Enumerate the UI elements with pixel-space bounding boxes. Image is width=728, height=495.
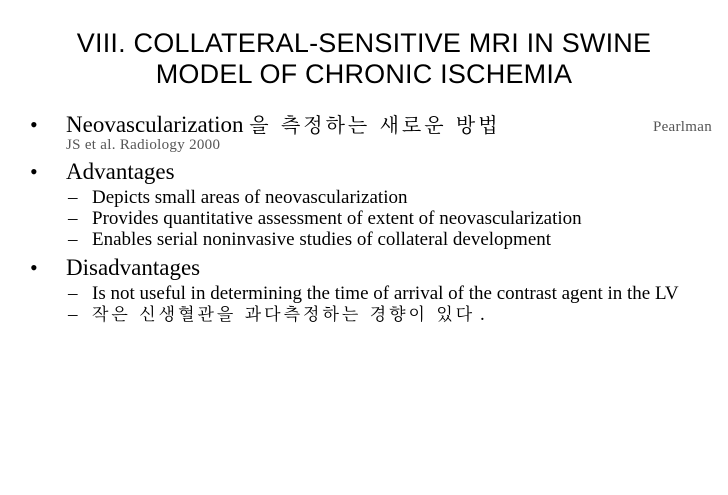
title-line-1: VIII. COLLATERAL-SENSITIVE MRI IN SWINE <box>76 28 652 58</box>
dash-glyph: – <box>68 208 78 229</box>
citation-author: Pearlman <box>652 119 712 135</box>
bullet-dot: • <box>30 255 38 280</box>
subitem-disadvantage-2 <box>30 304 700 326</box>
subitem-suffix: . <box>475 304 485 325</box>
subitem-text-ko: 작은 신생혈관을 과다측정하는 경향이 있다 <box>92 305 476 325</box>
dash-glyph: – <box>68 283 78 304</box>
citation-source: JS et al. Radiology 2000 <box>66 137 221 153</box>
bullet-text-ko: 을 측정하는 새로운 방법 <box>249 113 501 137</box>
dash-glyph: – <box>68 187 78 208</box>
bullet-neovascularization <box>30 112 712 154</box>
bullet-text: Disadvantages <box>66 255 201 280</box>
subitem-text: Provides quantitative assessment of extent of neovascularization <box>92 208 582 229</box>
bullet-dot: • <box>30 159 38 184</box>
bullet-text: Advantages <box>66 159 175 184</box>
bullet-dot: • <box>30 112 38 137</box>
subitem-text: Is not useful in determining the time of arrival of the contrast agent in the LV <box>92 283 679 304</box>
title-line-2: MODEL OF CHRONIC ISCHEMIA <box>155 59 573 89</box>
dash-glyph: – <box>68 229 78 250</box>
subitem-disadvantage-1 <box>30 283 700 304</box>
bullet-disadvantages <box>30 255 700 280</box>
subitem-advantage-2 <box>30 208 700 229</box>
bullet-advantages <box>30 159 700 184</box>
subitem-text: Depicts small areas of neovascularization <box>92 187 408 208</box>
subitem-advantage-1 <box>30 187 700 208</box>
subitem-text: Enables serial noninvasive studies of collateral development <box>92 229 552 250</box>
bullet-text-en: Neovascularization <box>66 112 244 137</box>
bullet-list <box>30 112 712 326</box>
subitem-advantage-3 <box>30 229 700 250</box>
dash-glyph: – <box>68 304 78 325</box>
slide-title <box>30 28 698 90</box>
